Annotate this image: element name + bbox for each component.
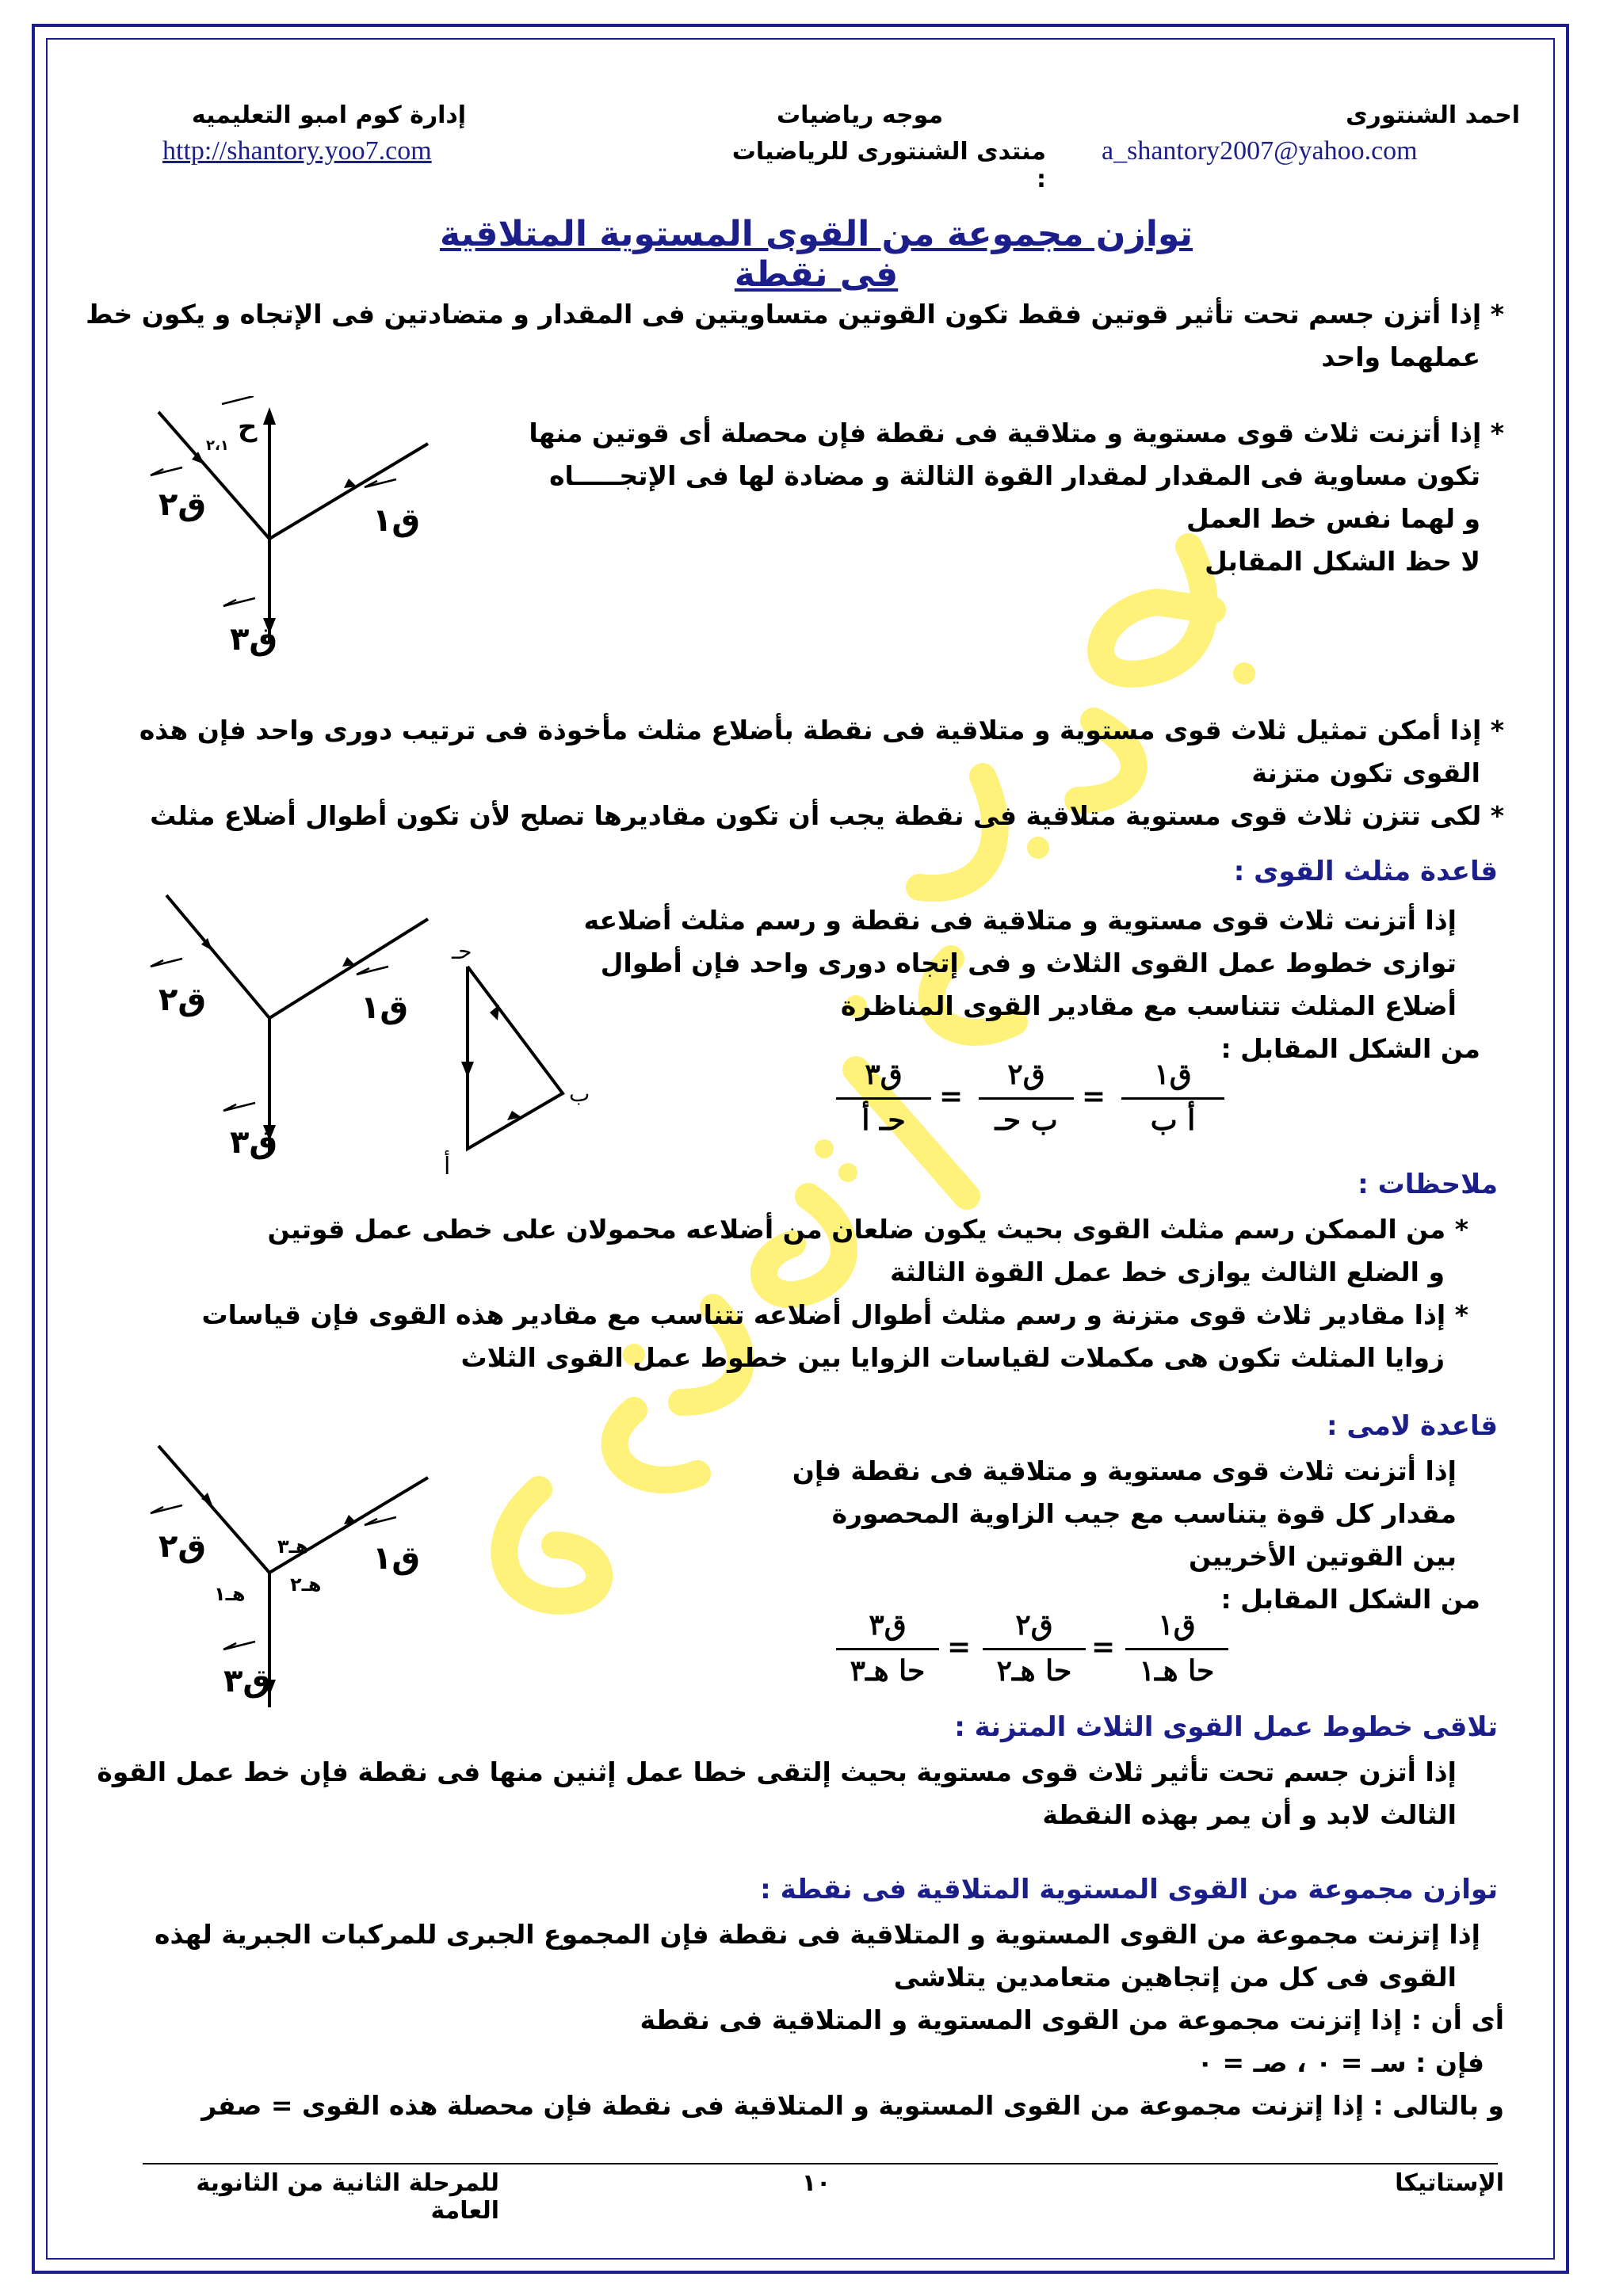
heading-notes: ملاحظات : [1358, 1169, 1498, 1200]
text-line: أى أن : إذا إتزنت مجموعة من القوى المستوية و المتلاقية فى نقطة [640, 2004, 1504, 2035]
fraction-f3-denominator: حـ أ [861, 1104, 906, 1137]
text-line: بين القوتين الأخريين [1189, 1541, 1457, 1572]
force-label-f3: ق٣ [230, 1124, 278, 1161]
text-line: القوى فى كل من إتجاهين متعامدين يتلاشى [893, 1962, 1457, 1993]
text-line: الثالث لابد و أن يمر بهذه النقطة [1042, 1799, 1457, 1830]
equals-sign: = [939, 1080, 964, 1113]
text-line: تكون مساوية فى المقدار لمقدار القوة الثالثة و مضادة لها فى الإتجـــــاه [549, 460, 1480, 491]
page-number: ١٠ [801, 2169, 831, 2197]
equals-sign: = [1082, 1080, 1106, 1113]
resultant-subscript: ٢،١ [206, 437, 229, 454]
heading-lami-rule: قاعدة لامى : [1326, 1410, 1498, 1442]
figure-force-triangle [135, 879, 602, 1180]
author-role: موجه رياضيات [776, 101, 944, 129]
force-label-f3: ق٣ [230, 621, 278, 658]
text-line: * إذا أتزنت ثلاث قوى مستوية و متلاقية فى نقطة فإن محصلة أى قوتين منها [529, 418, 1504, 448]
fraction-bar [983, 1648, 1086, 1650]
fraction-f2-numerator: ق٢ [1007, 1058, 1045, 1091]
angle-label-2: هـ٢ [290, 1573, 322, 1596]
text-line: إذا أتزنت ثلاث قوى مستوية و متلاقية فى نقطة فإن [792, 1455, 1457, 1486]
paragraph-triangle-representation [78, 709, 1504, 837]
text-line: و لهما نفس خط العمل [1186, 503, 1480, 534]
text-line: مقدار كل قوة يتناسب مع جيب الزاوية المحصورة [831, 1498, 1457, 1529]
text-line: فإن : سـ = ٠ ، صـ = ٠ [1197, 2047, 1484, 2078]
fraction-bar [1125, 1648, 1228, 1650]
fraction-bar [836, 1648, 939, 1650]
text-line: إذا أتزن جسم تحت تأثير ثلاث قوى مستوية بحيث إلتقى خطا عمل إثنين منها فى نقطة فإن خط عمل القوة [97, 1756, 1457, 1787]
fraction-f1-numerator: ق١ [1158, 1608, 1196, 1642]
lami-rule-text [664, 1450, 1480, 1621]
force-label-f3: ق٣ [223, 1663, 272, 1699]
force-label-f1: ق١ [372, 502, 421, 539]
concurrency-text [97, 1751, 1457, 1836]
email-link[interactable]: a_shantory2007@yahoo.com [1102, 136, 1418, 166]
footer-rule [143, 2163, 1498, 2164]
text-line: عملهما واحد [1321, 341, 1480, 372]
triangle-rule-text [506, 899, 1480, 1070]
author-name: احمد الشنتورى [1346, 101, 1520, 129]
fraction-bar [979, 1097, 1074, 1100]
text-line: إذا أتزنت ثلاث قوى مستوية و متلاقية فى نقطة و رسم مثلث أضلاعه [583, 905, 1457, 936]
figure-forces-resultant [135, 396, 452, 666]
fraction-f2-denominator: حا هـ٢ [996, 1654, 1072, 1688]
vertex-label-c: حـ [452, 938, 472, 964]
text-line: * إذا مقادير ثلاث قوى متزنة و رسم مثلث أطوال أضلاعه تتناسب مع مقادير هذه القوى فإن قياسات [201, 1299, 1468, 1330]
force-label-f2: ق٢ [158, 486, 207, 523]
fraction-f1-denominator: أ ب [1150, 1104, 1196, 1137]
angle-label-1: هـ١ [214, 1583, 246, 1605]
text-line: و الضلع الثالث يوازى خط عمل القوة الثالثة [890, 1257, 1445, 1287]
fraction-bar [836, 1097, 931, 1100]
heading-equilibrium: توازن مجموعة من القوى المستوية المتلاقية فى نقطة : [760, 1874, 1498, 1905]
notes-text [121, 1208, 1468, 1379]
figure-lami-angles [135, 1434, 452, 1719]
resultant-label: ح [238, 411, 258, 443]
text-line: * إذا أتزن جسم تحت تأثير قوتين فقط تكون القوتين متساويتين فى المقدار و متضادتين فى الإتجاه و يكون خط [86, 299, 1504, 330]
text-line: * إذا أمكن تمثيل ثلاث قوى مستوية و متلاقية فى نقطة بأضلاع مثلث مأخوذة فى ترتيب دورى واحد فإن هذه [139, 715, 1504, 746]
force-label-f2: ق٢ [158, 1528, 207, 1565]
force-label-f2: ق٢ [158, 982, 207, 1018]
triangle-rule-proportion [836, 1058, 1248, 1153]
page-title: توازن مجموعة من القوى المستوية المتلاقية فى نقطة [439, 214, 1193, 295]
text-line: و بالتالى : إذا إتزنت مجموعة من القوى المستوية و المتلاقية فى نقطة فإن محصلة هذه القوى = صفر [201, 2090, 1504, 2121]
fraction-f3-denominator: حا هـ٣ [850, 1654, 926, 1688]
force-label-f1: ق١ [372, 1540, 421, 1577]
text-line: لا حظ الشكل المقابل [1205, 546, 1480, 577]
text-line: توازى خطوط عمل القوى الثلاث و فى إتجاه دورى واحد فإن أطوال [600, 948, 1457, 978]
text-line: * لكى تتزن ثلاث قوى مستوية متلاقية فى نقطة يجب أن تكون مقاديرها تصلح لأن تكون أطوال أضلاع مثلث [150, 800, 1504, 831]
force-label-f1: ق١ [361, 990, 409, 1026]
equals-sign: = [1091, 1630, 1116, 1664]
fraction-f2-denominator: ب حـ [995, 1104, 1058, 1137]
paragraph-three-forces [474, 412, 1504, 583]
fraction-bar [1121, 1097, 1224, 1100]
vertex-label-b: ب [569, 1081, 590, 1107]
forum-name: منتدى الشنتورى للرياضيات : [731, 138, 1046, 193]
paragraph-two-forces [86, 293, 1504, 379]
fraction-f3-numerator: ق٣ [865, 1058, 903, 1091]
fraction-f2-numerator: ق٢ [1015, 1608, 1053, 1642]
equals-sign: = [947, 1630, 972, 1664]
text-line: من الشكل المقابل : [1220, 1584, 1480, 1615]
fraction-f1-numerator: ق١ [1154, 1058, 1192, 1091]
text-line: زوايا المثلث تكون هى مكملات لقياسات الزوايا بين خطوط عمل القوى الثلاث [460, 1342, 1445, 1373]
text-line: إذا إتزنت مجموعة من القوى المستوية و المتلاقية فى نقطة فإن المجموع الجبرى للمركبات الجبرية لهذه [155, 1919, 1480, 1950]
lami-proportion [836, 1608, 1248, 1703]
text-line: * من الممكن رسم مثلث القوى بحيث يكون ضلعان من أضلاعه محمولان على خطى عمل قوتين [267, 1214, 1468, 1245]
forum-url-link[interactable]: http://shantory.yoo7.com [162, 136, 432, 166]
heading-triangle-rule: قاعدة مثلث القوى : [1233, 856, 1498, 887]
heading-concurrency: تلاقى خطوط عمل القوى الثلاث المتزنة : [954, 1711, 1498, 1743]
vertex-label-a: أ [444, 1153, 451, 1180]
footer-grade: للمرحلة الثانية من الثانوية العامة [196, 2169, 499, 2225]
text-line: القوى تكون متزنة [1251, 757, 1480, 788]
text-line: أضلاع المثلث تتناسب مع مقادير القوى المناظرة [840, 990, 1457, 1021]
fraction-f1-denominator: حا هـ١ [1139, 1654, 1215, 1688]
angle-label-3: هـ٣ [277, 1535, 309, 1558]
footer-subject: الإستاتيكا [1395, 2169, 1504, 2197]
fraction-f3-numerator: ق٣ [869, 1608, 907, 1642]
administration: إدارة كوم امبو التعليميه [191, 101, 467, 129]
text-line: من الشكل المقابل : [1220, 1033, 1480, 1064]
equilibrium-text [133, 1913, 1504, 2127]
